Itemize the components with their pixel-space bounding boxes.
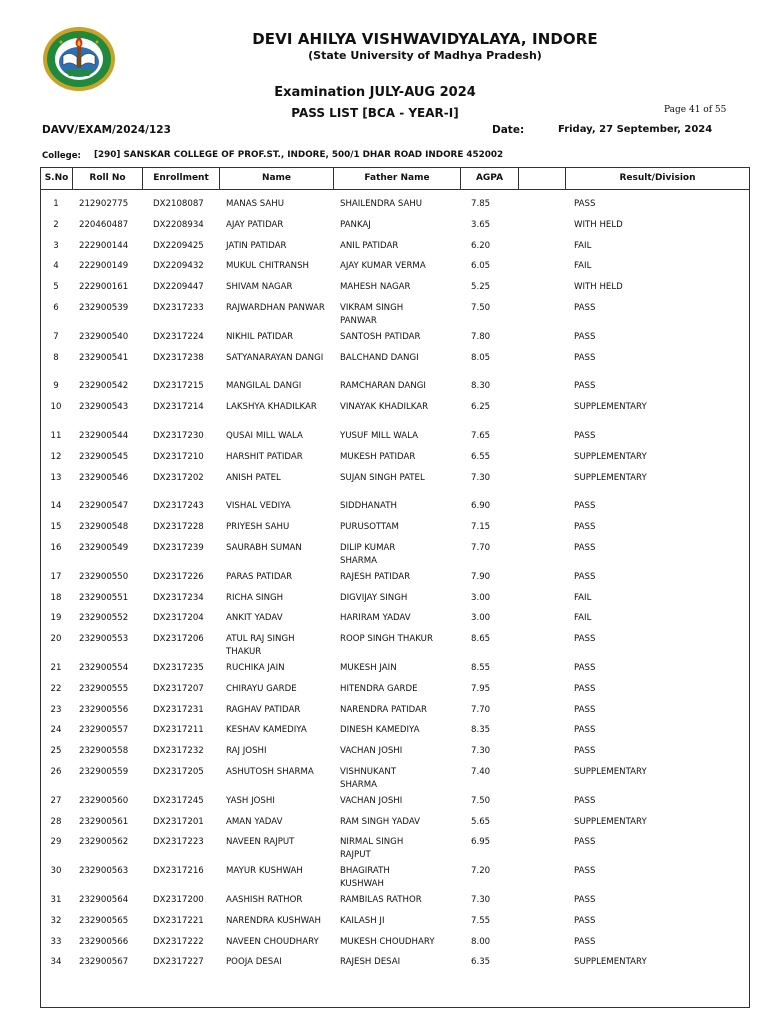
cell-roll-no: 232900561	[79, 816, 129, 827]
cell-name: PRIYESH SAHU	[226, 522, 290, 533]
cell-agpa: 8.35	[471, 725, 491, 736]
cell-enrollment: DX2317228	[153, 522, 204, 533]
cell-name: QUSAI MILL WALA	[226, 431, 303, 441]
cell-roll-no: 232900546	[79, 472, 129, 483]
cell-agpa: 3.00	[471, 613, 491, 624]
table-row	[41, 401, 749, 430]
cell-name: PARAS PATIDAR	[226, 571, 293, 582]
cell-father-name: MAHESH NAGAR	[340, 282, 411, 293]
cell-enrollment: DX2317233	[153, 303, 204, 313]
cell-enrollment: DX2317206	[153, 634, 204, 645]
university-subtitle: (State University of Madhya Pradesh)	[308, 49, 542, 62]
cell-roll-no: 232900549	[79, 543, 129, 553]
cell-enrollment: DX2317214	[153, 402, 204, 413]
cell-result: PASS	[574, 303, 596, 313]
cell-enrollment: DX2317223	[153, 837, 204, 848]
reference-number: DAVV/EXAM/2024/123	[42, 124, 171, 136]
cell-father-name: BHAGIRATH KUSHWAH	[340, 866, 390, 889]
table-row	[41, 836, 749, 865]
cell-sno: 17	[50, 571, 62, 582]
exam-title: Examination JULY-AUG 2024	[274, 85, 476, 100]
university-name: DEVI AHILYA VISHWAVIDYALAYA, INDORE	[252, 30, 598, 48]
cell-enrollment: DX2317210	[153, 451, 204, 462]
cell-roll-no: 232900553	[79, 634, 129, 645]
cell-result: PASS	[574, 795, 596, 806]
table-row	[41, 766, 749, 795]
cell-result: PASS	[574, 683, 596, 694]
cell-agpa: 7.80	[471, 331, 491, 342]
table-row	[41, 331, 749, 352]
cell-agpa: 8.65	[471, 634, 491, 645]
table-row	[41, 816, 749, 837]
cell-father-name: MUKESH JAIN	[340, 663, 397, 673]
cell-result: FAIL	[574, 613, 592, 624]
cell-father-name: ANIL PATIDAR	[340, 240, 399, 251]
cell-name: RICHA SINGH	[226, 592, 284, 603]
pass-list-title: PASS LIST [BCA - YEAR-I]	[291, 106, 459, 120]
cell-enrollment: DX2108087	[153, 199, 204, 209]
cell-name: MUKUL CHITRANSH	[226, 261, 310, 272]
cell-name: NIKHIL PATIDAR	[226, 331, 294, 342]
cell-enrollment: DX2317234	[153, 592, 204, 603]
cell-result: PASS	[574, 704, 596, 715]
page-number: Page 41 of 55	[664, 105, 727, 115]
pass-list-table	[40, 167, 750, 1008]
cell-agpa: 8.30	[471, 381, 491, 392]
col-agpa-header: AGPA	[460, 168, 518, 190]
cell-sno: 23	[50, 704, 62, 715]
table-row	[41, 240, 749, 261]
cell-name: CHIRAYU GARDE	[226, 683, 297, 694]
cell-sno: 28	[50, 816, 62, 827]
cell-name: SAURABH SUMAN	[226, 543, 302, 553]
cell-father-name: DILIP KUMAR SHARMA	[340, 543, 396, 566]
cell-result: PASS	[574, 936, 596, 947]
cell-sno: 24	[50, 725, 62, 736]
cell-father-name: NIRMAL SINGH RAJPUT	[340, 837, 404, 860]
cell-result: WITH HELD	[574, 219, 623, 230]
cell-father-name: RAJESH PATIDAR	[340, 571, 411, 582]
cell-name: POOJA DESAI	[226, 957, 282, 968]
date-label: Date:	[492, 124, 525, 136]
table-row	[41, 430, 749, 451]
cell-result: PASS	[574, 501, 596, 512]
cell-agpa: 7.40	[471, 767, 491, 777]
cell-agpa: 7.85	[471, 199, 491, 209]
cell-father-name: HITENDRA GARDE	[340, 683, 418, 694]
cell-name: ANKIT YADAV	[226, 613, 283, 624]
cell-father-name: ROOP SINGH THAKUR	[340, 634, 433, 645]
cell-enrollment: DX2317207	[153, 683, 204, 694]
cell-roll-no: 232900540	[79, 331, 129, 342]
cell-roll-no: 232900547	[79, 501, 129, 512]
cell-father-name: SIDDHANATH	[340, 501, 397, 512]
cell-sno: 15	[50, 522, 62, 533]
cell-sno: 3	[53, 240, 59, 251]
table-row	[41, 745, 749, 766]
cell-sno: 16	[50, 543, 62, 553]
table-row	[41, 612, 749, 633]
cell-sno: 9	[53, 381, 59, 392]
cell-name: ANISH PATEL	[226, 472, 281, 483]
cell-sno: 26	[50, 767, 62, 777]
table-row	[41, 915, 749, 936]
cell-name: MAYUR KUSHWAH	[226, 866, 303, 877]
cell-enrollment: DX2209432	[153, 261, 204, 272]
cell-father-name: RAMCHARAN DANGI	[340, 381, 426, 392]
cell-name: ASHUTOSH SHARMA	[226, 767, 314, 777]
cell-agpa: 5.65	[471, 816, 491, 827]
cell-agpa: 7.50	[471, 795, 491, 806]
cell-enrollment: DX2209447	[153, 282, 204, 293]
cell-agpa: 6.35	[471, 957, 491, 968]
cell-roll-no: 232900544	[79, 431, 129, 441]
table-row	[41, 662, 749, 683]
cell-roll-no: 222900161	[79, 282, 129, 293]
cell-result: PASS	[574, 866, 596, 877]
cell-agpa: 3.00	[471, 592, 491, 603]
cell-enrollment: DX2317221	[153, 915, 204, 926]
table-row	[41, 542, 749, 571]
col-sno-header: S.No	[44, 173, 69, 183]
cell-enrollment: DX2317230	[153, 431, 204, 441]
table-row	[41, 894, 749, 915]
col-enrollment-header: Enrollment	[142, 168, 219, 190]
table-row	[41, 260, 749, 281]
cell-name: JATIN PATIDAR	[226, 240, 287, 251]
cell-father-name: MUKESH PATIDAR	[340, 451, 416, 462]
cell-agpa: 8.00	[471, 936, 491, 947]
cell-sno: 11	[50, 431, 62, 441]
cell-result: PASS	[574, 915, 596, 926]
cell-agpa: 7.70	[471, 543, 491, 553]
cell-father-name: VACHAN JOSHI	[340, 795, 403, 806]
cell-roll-no: 232900560	[79, 795, 129, 806]
cell-result: PASS	[574, 746, 596, 757]
table-row	[41, 521, 749, 542]
cell-roll-no: 232900545	[79, 451, 129, 462]
cell-enrollment: DX2317216	[153, 866, 204, 877]
cell-agpa: 5.25	[471, 282, 491, 293]
cell-enrollment: DX2317202	[153, 472, 204, 483]
cell-sno: 6	[53, 303, 59, 313]
col-roll-header: Roll No	[72, 168, 142, 190]
col-name-header: Name	[219, 168, 333, 190]
table-row	[41, 571, 749, 592]
cell-father-name: RAMBILAS RATHOR	[340, 895, 422, 905]
cell-agpa: 7.70	[471, 704, 491, 715]
cell-father-name: VIKRAM SINGH PANWAR	[340, 303, 404, 326]
cell-roll-no: 232900548	[79, 522, 129, 533]
cell-agpa: 6.55	[471, 451, 491, 462]
cell-roll-no: 232900565	[79, 915, 129, 926]
cell-agpa: 6.20	[471, 240, 491, 251]
cell-result: FAIL	[574, 261, 592, 272]
cell-father-name: AJAY KUMAR VERMA	[340, 261, 426, 272]
cell-roll-no: 232900550	[79, 571, 129, 582]
cell-father-name: HARIRAM YADAV	[340, 613, 411, 624]
cell-result: PASS	[574, 199, 596, 209]
cell-enrollment: DX2317204	[153, 613, 204, 624]
table-row	[41, 219, 749, 240]
cell-name: AMAN YADAV	[226, 816, 283, 827]
cell-agpa: 7.95	[471, 683, 491, 694]
cell-father-name: PURUSOTTAM	[340, 522, 399, 533]
table-header	[41, 167, 749, 190]
cell-result: PASS	[574, 543, 596, 553]
cell-result: PASS	[574, 634, 596, 645]
cell-name: RAGHAV PATIDAR	[226, 704, 301, 715]
cell-father-name: DINESH KAMEDIYA	[340, 725, 420, 736]
cell-roll-no: 232900564	[79, 895, 129, 905]
cell-agpa: 6.90	[471, 501, 491, 512]
cell-agpa: 7.30	[471, 472, 491, 483]
table-row	[41, 281, 749, 302]
cell-result: PASS	[574, 725, 596, 736]
cell-sno: 30	[50, 866, 62, 877]
cell-sno: 33	[50, 936, 62, 947]
cell-name: MANAS SAHU	[226, 199, 285, 209]
col-father-header: Father Name	[333, 168, 460, 190]
table-row	[41, 380, 749, 401]
college-label: College:	[42, 151, 81, 161]
cell-name: KESHAV KAMEDIYA	[226, 725, 307, 736]
cell-name: NAVEEN RAJPUT	[226, 837, 295, 848]
cell-roll-no: 222900149	[79, 261, 129, 272]
university-logo	[41, 26, 117, 92]
cell-enrollment: DX2317238	[153, 352, 204, 363]
cell-roll-no: 232900557	[79, 725, 129, 736]
cell-result: FAIL	[574, 592, 592, 603]
cell-agpa: 7.55	[471, 915, 491, 926]
cell-father-name: VISHNUKANT SHARMA	[340, 767, 397, 790]
cell-roll-no: 232900555	[79, 683, 129, 694]
cell-sno: 25	[50, 746, 62, 757]
cell-name: RAJWARDHAN PANWAR	[226, 303, 325, 313]
cell-enrollment: DX2208934	[153, 219, 204, 230]
cell-enrollment: DX2317201	[153, 816, 204, 827]
cell-sno: 21	[50, 663, 62, 673]
cell-roll-no: 232900551	[79, 592, 129, 603]
cell-result: SUPPLEMENTARY	[574, 816, 647, 827]
college-value: [290] SANSKAR COLLEGE OF PROF.ST., INDORE, 500/1 DHAR ROAD INDORE 452002	[94, 150, 504, 160]
cell-father-name: BALCHAND DANGI	[340, 352, 419, 363]
cell-name: SHIVAM NAGAR	[226, 282, 293, 293]
cell-sno: 32	[50, 915, 62, 926]
cell-father-name: NARENDRA PATIDAR	[340, 704, 427, 715]
cell-sno: 2	[53, 219, 59, 230]
cell-roll-no: 232900566	[79, 936, 129, 947]
cell-result: PASS	[574, 431, 596, 441]
cell-enrollment: DX2317215	[153, 381, 204, 392]
table-row	[41, 451, 749, 472]
cell-roll-no: 220460487	[79, 219, 129, 230]
cell-agpa: 7.65	[471, 431, 491, 441]
cell-agpa: 7.30	[471, 895, 491, 905]
cell-roll-no: 232900563	[79, 866, 129, 877]
cell-name: VISHAL VEDIYA	[226, 501, 291, 512]
cell-sno: 22	[50, 683, 62, 694]
cell-enrollment: DX2317245	[153, 795, 204, 806]
cell-father-name: PANKAJ	[340, 219, 371, 230]
cell-father-name: SHAILENDRA SAHU	[340, 199, 423, 209]
cell-result: SUPPLEMENTARY	[574, 402, 647, 413]
cell-father-name: RAJESH DESAI	[340, 957, 401, 968]
cell-sno: 10	[50, 402, 62, 413]
cell-father-name: SANTOSH PATIDAR	[340, 331, 421, 342]
cell-roll-no: 232900558	[79, 746, 129, 757]
cell-sno: 7	[53, 331, 59, 342]
cell-result: SUPPLEMENTARY	[574, 451, 647, 462]
cell-result: PASS	[574, 895, 596, 905]
cell-sno: 13	[50, 472, 62, 483]
cell-name: ATUL RAJ SINGH THAKUR	[226, 634, 295, 657]
cell-roll-no: 232900541	[79, 352, 129, 363]
cell-agpa: 7.30	[471, 746, 491, 757]
cell-agpa: 8.55	[471, 663, 491, 673]
cell-sno: 8	[53, 352, 59, 363]
cell-sno: 20	[50, 634, 62, 645]
cell-name: NAVEEN CHOUDHARY	[226, 936, 319, 947]
cell-result: PASS	[574, 522, 596, 533]
cell-name: AJAY PATIDAR	[226, 219, 284, 230]
table-row	[41, 724, 749, 745]
cell-sno: 19	[50, 613, 62, 624]
date-value: Friday, 27 September, 2024	[558, 124, 713, 135]
cell-name: SATYANARAYAN DANGI	[226, 352, 324, 363]
table-row	[41, 936, 749, 957]
cell-roll-no: 232900559	[79, 767, 129, 777]
cell-roll-no: 232900554	[79, 663, 129, 673]
cell-father-name: VACHAN JOSHI	[340, 746, 403, 757]
cell-result: FAIL	[574, 240, 592, 251]
cell-father-name: SUJAN SINGH PATEL	[340, 472, 425, 483]
cell-result: SUPPLEMENTARY	[574, 957, 647, 968]
cell-name: YASH JOSHI	[226, 795, 275, 806]
col-result-header: Result/Division	[565, 168, 749, 190]
table-row	[41, 592, 749, 613]
cell-roll-no: 232900543	[79, 402, 129, 413]
cell-enrollment: DX2317205	[153, 767, 204, 777]
cell-sno: 29	[50, 837, 62, 848]
cell-sno: 27	[50, 795, 62, 806]
cell-enrollment: DX2317200	[153, 895, 204, 905]
cell-enrollment: DX2317231	[153, 704, 204, 715]
cell-name: LAKSHYA KHADILKAR	[226, 402, 317, 413]
table-row	[41, 865, 749, 894]
cell-enrollment: DX2317235	[153, 663, 204, 673]
cell-sno: 34	[50, 957, 62, 968]
cell-sno: 31	[50, 895, 62, 905]
cell-enrollment: DX2209425	[153, 240, 204, 251]
cell-roll-no: 212902775	[79, 199, 129, 209]
cell-result: PASS	[574, 663, 596, 673]
cell-agpa: 6.95	[471, 837, 491, 848]
cell-agpa: 7.50	[471, 303, 491, 313]
cell-father-name: RAM SINGH YADAV	[340, 816, 421, 827]
cell-enrollment: DX2317239	[153, 543, 204, 553]
cell-father-name: DIGVIJAY SINGH	[340, 592, 408, 603]
cell-agpa: 7.15	[471, 522, 491, 533]
cell-name: MANGILAL DANGI	[226, 381, 302, 392]
cell-sno: 1	[53, 199, 59, 209]
cell-result: PASS	[574, 381, 596, 392]
table-row	[41, 500, 749, 521]
cell-roll-no: 232900562	[79, 837, 129, 848]
cell-roll-no: 232900539	[79, 303, 129, 313]
cell-agpa: 3.65	[471, 219, 491, 230]
cell-sno: 14	[50, 501, 62, 512]
cell-result: PASS	[574, 837, 596, 848]
cell-name: RAJ JOSHI	[226, 746, 267, 757]
cell-result: PASS	[574, 352, 596, 363]
cell-agpa: 6.25	[471, 402, 491, 413]
cell-enrollment: DX2317211	[153, 725, 204, 736]
cell-enrollment: DX2317226	[153, 571, 204, 582]
cell-father-name: YUSUF MILL WALA	[340, 431, 418, 441]
cell-sno: 5	[53, 282, 59, 293]
cell-agpa: 7.20	[471, 866, 491, 877]
cell-father-name: KAILASH JI	[340, 915, 385, 926]
cell-name: RUCHIKA JAIN	[226, 663, 285, 673]
cell-sno: 12	[50, 451, 62, 462]
cell-agpa: 7.90	[471, 571, 491, 582]
table-row	[41, 633, 749, 662]
cell-result: PASS	[574, 571, 596, 582]
cell-agpa: 6.05	[471, 261, 491, 272]
cell-enrollment: DX2317243	[153, 501, 204, 512]
cell-result: WITH HELD	[574, 282, 623, 293]
table-row	[41, 472, 749, 501]
cell-enrollment: DX2317232	[153, 746, 204, 757]
cell-roll-no: 232900567	[79, 957, 129, 968]
table-row	[41, 956, 749, 977]
cell-roll-no: 232900552	[79, 613, 129, 624]
cell-father-name: VINAYAK KHADILKAR	[340, 402, 429, 413]
table-row	[41, 198, 749, 219]
cell-roll-no: 232900556	[79, 704, 129, 715]
col-blank-header	[518, 168, 565, 190]
cell-enrollment: DX2317222	[153, 936, 204, 947]
cell-roll-no: 222900144	[79, 240, 129, 251]
cell-enrollment: DX2317224	[153, 331, 204, 342]
cell-agpa: 8.05	[471, 352, 491, 363]
cell-father-name: MUKESH CHOUDHARY	[340, 936, 435, 947]
table-row	[41, 352, 749, 381]
cell-roll-no: 232900542	[79, 381, 129, 392]
cell-name: HARSHIT PATIDAR	[226, 451, 303, 462]
cell-enrollment: DX2317227	[153, 957, 204, 968]
cell-result: SUPPLEMENTARY	[574, 767, 647, 777]
cell-result: PASS	[574, 331, 596, 342]
table-row	[41, 302, 749, 331]
cell-name: NARENDRA KUSHWAH	[226, 915, 321, 926]
table-row	[41, 683, 749, 704]
table-row	[41, 704, 749, 725]
cell-name: AASHISH RATHOR	[226, 895, 303, 905]
cell-sno: 18	[50, 592, 62, 603]
cell-result: SUPPLEMENTARY	[574, 472, 647, 483]
cell-sno: 4	[53, 261, 59, 272]
table-row	[41, 795, 749, 816]
